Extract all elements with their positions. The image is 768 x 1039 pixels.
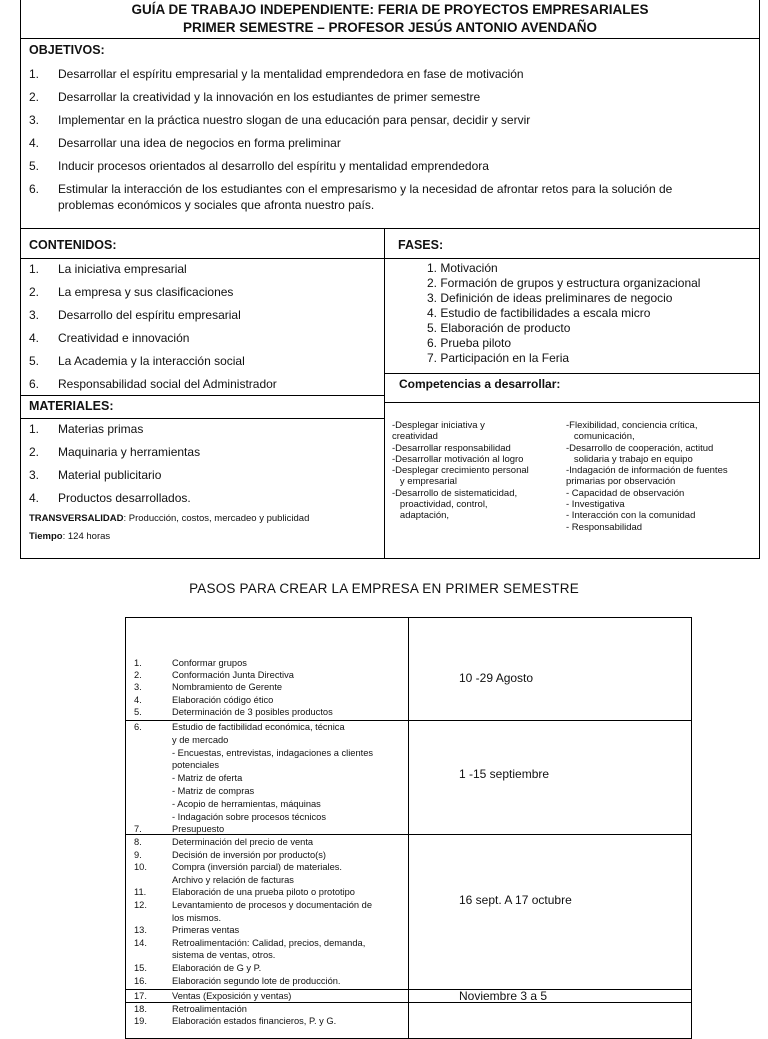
paso-number: 14. <box>134 937 147 948</box>
paso-text: Primeras ventas <box>172 925 240 936</box>
competencia-line: - Investigativa <box>566 499 625 511</box>
fase-item: 4. Estudio de factibilidades a escala micro <box>427 306 651 320</box>
materiales-title: MATERIALES: <box>29 399 114 413</box>
paso-text: - Encuestas, entrevistas, indagaciones a clientes <box>172 747 374 758</box>
competencia-line: - Responsabilidad <box>566 521 643 533</box>
column-divider <box>384 228 385 558</box>
fases-list <box>427 261 700 366</box>
paso-number: 7. <box>134 824 142 835</box>
pasos-title: PASOS PARA CREAR LA EMPRESA EN PRIMER SEMESTRE <box>189 581 579 596</box>
fase-item: 6. Prueba piloto <box>427 336 512 350</box>
contenido-item-text: La empresa y sus clasificaciones <box>58 285 234 299</box>
material-item-number: 2. <box>29 445 40 459</box>
contenido-item-text: La iniciativa empresarial <box>58 262 187 276</box>
paso-text: sistema de ventas, otros. <box>172 950 276 961</box>
material-item-text: Materias primas <box>58 422 144 436</box>
tiempo <box>29 531 110 542</box>
contenido-item-text: La Academia y la interacción social <box>58 354 245 368</box>
objetivo-item-number: 4. <box>29 136 40 150</box>
objetivos-section <box>20 38 760 229</box>
competencia-line: solidaria y trabajo en equipo <box>566 453 693 465</box>
competencia-line: -Desarrollar motivación al logro <box>392 453 524 465</box>
material-item-number: 1. <box>29 422 40 436</box>
competencia-line: y empresarial <box>392 476 457 488</box>
paso-text: Estudio de factibilidad económica, técnica <box>172 722 345 732</box>
paso-text: Conformar grupos <box>172 658 247 668</box>
contenido-item-number: 2. <box>29 285 40 299</box>
paso-text: los mismos. <box>172 912 222 923</box>
objetivo-item-number: 3. <box>29 113 40 127</box>
paso-text: Presupuesto <box>172 824 225 835</box>
paso-text: Determinación del precio de venta <box>172 837 314 847</box>
divider <box>384 373 759 374</box>
objetivo-item-text: Inducir procesos orientados al desarrollo del espíritu y mentalidad emprendedora <box>58 159 489 173</box>
paso-number: 13. <box>134 925 147 936</box>
paso-text: Compra (inversión parcial) de materiales. <box>172 862 342 873</box>
material-item-text: Productos desarrollados. <box>58 491 191 505</box>
paso-number: 4. <box>134 694 142 705</box>
objetivo-item-text: Desarrollar una idea de negocios en forma preliminar <box>58 136 341 150</box>
row-divider <box>126 1002 691 1003</box>
paso-text: Levantamiento de procesos y documentación de <box>172 900 373 910</box>
competencia-line: - Interacción con la comunidad <box>566 510 696 522</box>
paso-text: y de mercado <box>172 734 229 745</box>
header-line-1: GUÍA DE TRABAJO INDEPENDIENTE: FERIA DE PROYECTOS EMPRESARIALES <box>131 2 649 17</box>
objetivo-item-text-cont: problemas económicos y sociales que afronta nuestro país. <box>58 198 375 212</box>
objetivo-item-text: Estimular la interacción de los estudiantes con el empresarismo y la necesidad de afrontar retos para la solución de <box>58 182 673 196</box>
fecha-bloque-4: Noviembre 3 a 5 <box>459 989 548 1003</box>
fecha-bloque-1: 10 -29 Agosto <box>459 671 534 685</box>
header-line-2: PRIMER SEMESTRE – PROFESOR JESÚS ANTONIO AVENDAÑO <box>182 20 598 35</box>
paso-number: 1. <box>134 658 142 668</box>
objetivo-item-number: 2. <box>29 90 40 104</box>
fase-item: 7. Participación en la Feria <box>427 351 570 365</box>
row-divider <box>126 720 691 721</box>
paso-text: Elaboración estados financieros, P. y G. <box>172 1016 337 1026</box>
paso-number: 2. <box>134 670 142 681</box>
divider <box>21 258 759 259</box>
fase-item: 1. Motivación <box>427 261 498 275</box>
competencia-line: comunicación, <box>566 431 635 443</box>
competencia-line: -Desarrollo de cooperación, actitud <box>566 442 714 454</box>
paso-number: 17. <box>134 991 147 1001</box>
competencias-title: Competencias a desarrollar: <box>399 377 561 391</box>
competencia-line: -Flexibilidad, conciencia crítica, <box>566 420 698 431</box>
paso-text: - Matriz de compras <box>172 786 255 796</box>
competencia-line: -Desarrollo de sistematicidad, <box>392 487 518 499</box>
divider <box>21 418 384 419</box>
paso-text: Conformación Junta Directiva <box>172 670 294 681</box>
tiempo-value: : 124 horas <box>62 531 111 542</box>
fecha-bloque-2: 1 -15 septiembre <box>459 767 550 781</box>
material-item-text: Material publicitario <box>58 468 162 482</box>
competencia-line: primarias por observación <box>566 476 676 488</box>
pasos-table <box>125 617 692 1039</box>
contenido-item-number: 3. <box>29 308 40 322</box>
column-divider <box>408 618 409 1038</box>
paso-text: Ventas (Exposición y ventas) <box>172 991 292 1001</box>
paso-text: Elaboración de una prueba piloto o prototipo <box>172 887 355 898</box>
objetivo-item-text: Implementar en la práctica nuestro slogan de una educación para pensar, decidir y servir <box>58 113 531 127</box>
document-header <box>20 0 760 39</box>
paso-text: Elaboración segundo lote de producción. <box>172 975 341 986</box>
objetivo-item-text: Desarrollar el espíritu empresarial y la mentalidad emprendedora en fase de motivación <box>58 67 524 81</box>
material-item-text: Maquinaria y herramientas <box>58 445 201 459</box>
paso-number: 15. <box>134 963 147 973</box>
contenidos-fases-grid <box>20 228 760 559</box>
contenidos-title: CONTENIDOS: <box>29 238 117 252</box>
tiempo-label: Tiempo <box>29 531 63 542</box>
paso-text: - Matriz de oferta <box>172 773 243 784</box>
fases-title: FASES: <box>398 238 444 252</box>
fase-item: 5. Elaboración de producto <box>427 321 571 335</box>
paso-number: 19. <box>134 1016 147 1026</box>
paso-text: Retroalimentación: Calidad, precios, demanda, <box>172 937 366 948</box>
paso-text: Elaboración de G y P. <box>172 963 262 973</box>
competencia-line: adaptación, <box>392 510 450 522</box>
contenido-item-text: Creatividad e innovación <box>58 331 190 345</box>
paso-number: 3. <box>134 682 142 693</box>
paso-text: Nombramiento de Gerente <box>172 682 283 693</box>
competencia-line: - Capacidad de observación <box>566 487 685 499</box>
objetivo-item-number: 5. <box>29 159 40 173</box>
competencia-line: -Desarrollar responsabilidad <box>392 442 511 454</box>
divider <box>384 402 759 403</box>
competencia-line: -Indagación de información de fuentes <box>566 465 728 477</box>
transversalidad <box>29 513 309 524</box>
objetivo-item-number: 6. <box>29 182 40 196</box>
objetivo-item-text: Desarrollar la creatividad y la innovación en los estudiantes de primer semestre <box>58 90 481 104</box>
paso-number: 8. <box>134 837 142 847</box>
row-divider <box>126 989 691 990</box>
paso-number: 9. <box>134 849 142 860</box>
competencia-line: proactividad, control, <box>392 499 488 511</box>
material-item-number: 4. <box>29 491 40 505</box>
competencia-line: creatividad <box>392 431 438 443</box>
paso-number: 18. <box>134 1004 147 1014</box>
paso-text: Retroalimentación <box>172 1004 247 1014</box>
contenido-item-text: Desarrollo del espíritu empresarial <box>58 308 241 322</box>
paso-number: 11. <box>134 887 147 898</box>
paso-text: Elaboración código ético <box>172 694 274 705</box>
competencia-line: -Desplegar iniciativa y <box>392 420 485 431</box>
fase-item: 2. Formación de grupos y estructura organizacional <box>427 276 701 290</box>
objetivo-item-number: 1. <box>29 67 40 81</box>
contenido-item-number: 4. <box>29 331 40 345</box>
divider <box>21 395 384 396</box>
fecha-bloque-3: 16 sept. A 17 octubre <box>459 893 572 907</box>
objetivos-title: OBJETIVOS: <box>29 43 105 57</box>
competencias-left <box>392 420 529 522</box>
contenido-item-number: 6. <box>29 377 40 391</box>
contenido-item-number: 5. <box>29 354 40 368</box>
transversalidad-label: TRANSVERSALIDAD <box>29 513 124 524</box>
paso-text: Determinación de 3 posibles productos <box>172 706 333 717</box>
contenido-item-text: Responsabilidad social del Administrador <box>58 377 277 391</box>
transversalidad-value: : Producción, costos, mercadeo y publicidad <box>123 513 310 524</box>
competencias-right <box>566 420 728 533</box>
paso-number: 12. <box>134 900 147 910</box>
paso-text: potenciales <box>172 760 220 771</box>
paso-text: Archivo y relación de facturas <box>172 874 294 885</box>
material-item-number: 3. <box>29 468 40 482</box>
competencia-line: -Desplegar crecimiento personal <box>392 465 529 477</box>
paso-number: 6. <box>134 722 142 732</box>
fase-item: 3. Definición de ideas preliminares de negocio <box>427 291 673 305</box>
paso-number: 16. <box>134 975 147 986</box>
paso-number: 5. <box>134 706 142 717</box>
paso-text: - Indagación sobre procesos técnicos <box>172 811 327 822</box>
paso-text: - Acopio de herramientas, máquinas <box>172 798 321 809</box>
paso-text: Decisión de inversión por producto(s) <box>172 849 326 860</box>
contenido-item-number: 1. <box>29 262 40 276</box>
paso-number: 10. <box>134 862 147 873</box>
